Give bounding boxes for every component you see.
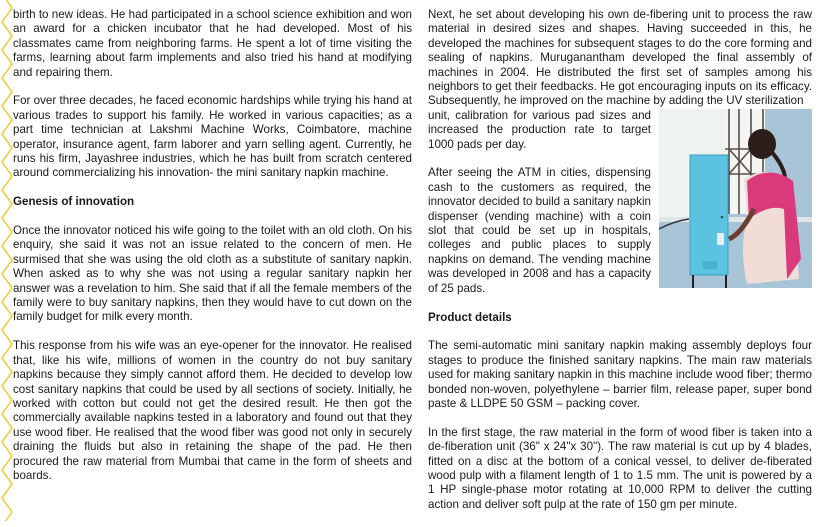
paragraph-first-stage: In the first stage, the raw material in the form of wood fiber is taken into a de-fiberation unit (36" x 24"x 30"). The raw material is cut up by 4 blades, fitted on a disc at the bottom of a conical vessel, to deliver de-fiberated wood pulp with a filament length of 1 to 1.5 mm. The unit is powered by a 1 HP single-phase motor rotating at 10,000 RPM to deliver the cutting action and deliver soft pulp at the rate of 150 gm per minute. <box>428 425 812 511</box>
yellow-zigzag-border <box>0 0 14 521</box>
heading-genesis: Genesis of innovation <box>13 195 135 209</box>
paragraph-early-life: birth to new ideas. He had participated in a school science exhibition and won an award for a chicken incubator that he had developed. Most of his classmates came from neighboring farms. He spent a lot of time visiting the farms, learning about farm implements and also tried his hand at modifying and repairing them. <box>13 8 412 79</box>
paragraph-genesis: Once the innovator noticed his wife going to the toilet with an old cloth. On his enquiry, she said it was not an issue related to the concern of men. He surmised that she was using the old cloth as a substitute of sanitary napkin. When asked as to why she was not using a regular sanitary napkin her answer was a revelation to him. She said that if all the female members of the family were to buy sanitary napkins, then they would have to cut down on the family budget for milk every month. <box>13 224 412 324</box>
vending-machine-photo <box>659 109 812 288</box>
paragraph-product-overview: The semi-automatic mini sanitary napkin making assembly deploys four stages to produce the finished sanitary napkins. The main raw materials used for making sanitary napkin in this machine include wood fiber; thermo bonded non-woven, polyethylene – barrier film, release paper, super bond paste & LLDPE 50 GSM – packing cover. <box>428 339 812 410</box>
paragraph-eye-opener: This response from his wife was an eye-opener for the innovator. He realised that, like his wife, millions of women in the country do not buy sanitary napkins because they simply cannot afford them. He decided to develop low cost sanitary napkins that could be used by all sections of society. Initially, he worked with cotton but could not get the desired result. He then got the commercially available napkins tested in a laboratory and found out that they use wood fiber. He realised that the wood fiber was good not only in securely draining the fluids but also in retaining the shape of the pad. He then procured the raw material from Mumbai that came in the form of sheets and boards. <box>13 339 412 482</box>
paragraph-hardships: For over three decades, he faced economic hardships while trying his hand at various trades to support his family. He worked in various capacities; as a part time technician at Lakshmi Machine Works, Coimbatore, machine operator, insurance agent, farm laborer and yarn selling agent. Currently, he runs his firm, Jayashree industries, which he has built from scratch centered around commercializing his innovation- the mini sanitary napkin machine. <box>13 94 412 180</box>
heading-product-details: Product details <box>428 310 512 324</box>
right-column <box>428 8 812 527</box>
paragraph-uv-sterilization: unit, calibration for various pad sizes and increased the production rate to target 1000 pads per day. <box>428 108 651 151</box>
left-column <box>13 8 412 498</box>
paragraph-defibering <box>428 8 812 109</box>
photo-wrap-block <box>428 109 812 296</box>
paragraph-defibering-text: Next, he set about developing his own de-fibering unit to process the raw material in desired sizes and shapes. Having succeeded in this, he developed the machines for subsequent stages to do the core forming and sealing of napkins. Muruganantham developed the final assembly of machines in 2004. He distributed the first set of samples among his neighbors to get their feedbacks. He got encouraging inputs on its efficacy. Subsequently, he improved on the machine by adding the UV sterilization <box>428 8 812 108</box>
photo-vending-machine <box>690 155 728 275</box>
paragraph-atm-dispenser: After seeing the ATM in cities, dispensing cash to the customers as required, the innovator decided to build a sanitary napkin dispenser (vending machine) with a coin slot that could be set up in hospitals, colleges and public places to supply napkins on demand. The vending machine was developed in 2008 and has a capacity of 25 pads. <box>428 166 652 295</box>
